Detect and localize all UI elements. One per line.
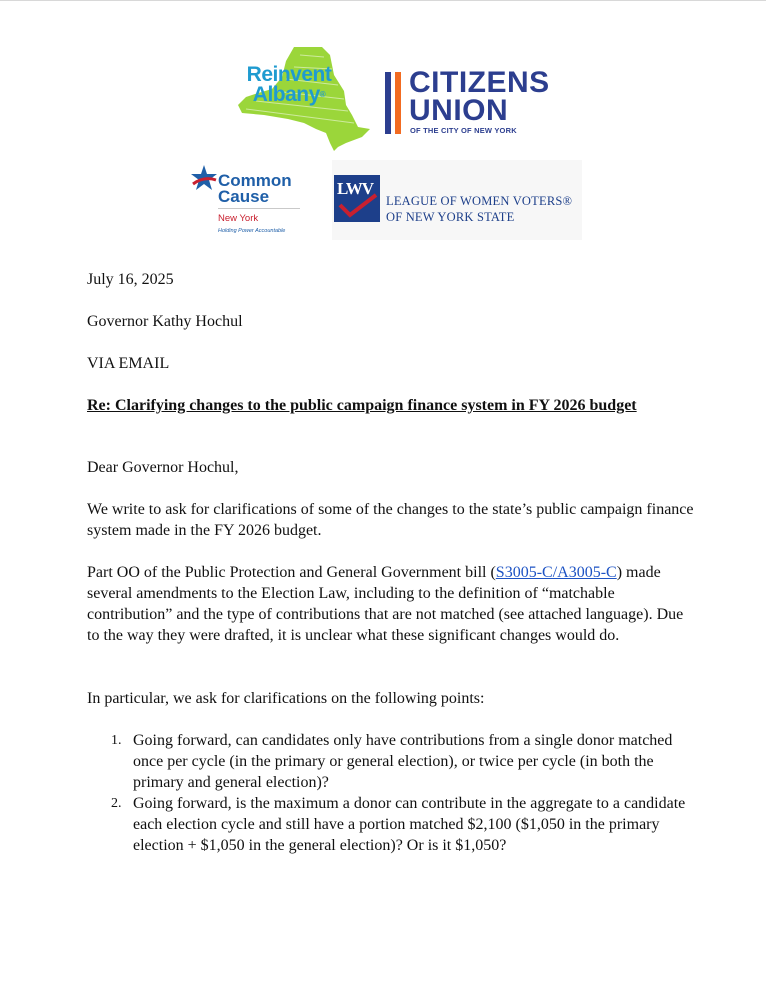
point-2-text: Going forward, is the maximum a donor can contribute in the aggregate to a candidate each election cycle and still have a portion matched $2,100 ($1,050 in the primary election + $1,050 in the general election)? Or is it $1,050? <box>133 795 686 854</box>
common-cause-line1: Common <box>218 171 292 190</box>
common-cause-star-icon <box>190 164 218 194</box>
point-1-text: Going forward, can candidates only have contributions from a single donor matched once per cycle (in the primary or general election), or twice per cycle (in both the primary and general election)? <box>133 732 673 791</box>
letter-subject: Re: Clarifying changes to the public campaign finance system in FY 2026 budget <box>87 397 637 414</box>
bill-link[interactable]: S3005-C/A3005-C <box>495 564 617 581</box>
lwv-line2: OF NEW YORK STATE <box>386 210 515 224</box>
lwv-monogram: LWV <box>337 179 374 198</box>
paragraph-3: In particular, we ask for clarifications on the following points: <box>87 690 485 707</box>
citizens-union-line1: CITIZENS <box>409 66 550 99</box>
common-cause-tagline: Holding Power Accountable <box>218 228 286 234</box>
letter-via: VIA EMAIL <box>87 355 170 372</box>
letter-recipient: Governor Kathy Hochul <box>87 313 243 330</box>
page-top-border <box>0 0 766 1</box>
lwv-monogram-box <box>334 175 380 222</box>
point-2-number: 2. <box>111 796 122 811</box>
paragraph-2-start: Part OO of the Public Protection and General Government bill ( <box>87 564 496 581</box>
lwv-line1: LEAGUE OF WOMEN VOTERS® <box>386 194 573 208</box>
common-cause-state: New York <box>218 213 259 224</box>
paragraph-2 <box>87 562 697 646</box>
citizens-union-subtitle: OF THE CITY OF NEW YORK <box>410 126 517 135</box>
lwv-logo <box>332 160 582 240</box>
letter-salutation: Dear Governor Hochul, <box>87 459 239 476</box>
common-cause-logo <box>190 162 310 242</box>
citizens-union-line2: UNION <box>409 94 509 127</box>
common-cause-divider <box>218 208 300 209</box>
reinvent-albany-logo <box>234 45 374 153</box>
registered-mark: ® <box>319 90 326 99</box>
common-cause-line2: Cause <box>218 187 270 206</box>
citizens-union-logo <box>383 68 573 138</box>
reinvent-albany-line1: Reinvent <box>246 63 332 86</box>
reinvent-albany-line2: Albany <box>252 83 320 106</box>
letter-date: July 16, 2025 <box>87 271 174 288</box>
lwv-check-icon <box>334 175 380 222</box>
cu-bar-blue-icon <box>385 72 391 134</box>
paragraph-1: We write to ask for clarifications of some of the changes to the state’s public campaign finance system made in the FY 2026 budget. <box>87 501 694 539</box>
point-1-number: 1. <box>111 733 122 748</box>
paragraph-2-end: ) made several amendments to the Election Law, including to the definition of “matchable contribution” and the type of contributions that are not matched (see attached language). Due to the way they were drafted, it is unclear what these significant changes would do. <box>87 564 684 644</box>
cu-bar-orange-icon <box>395 72 401 134</box>
